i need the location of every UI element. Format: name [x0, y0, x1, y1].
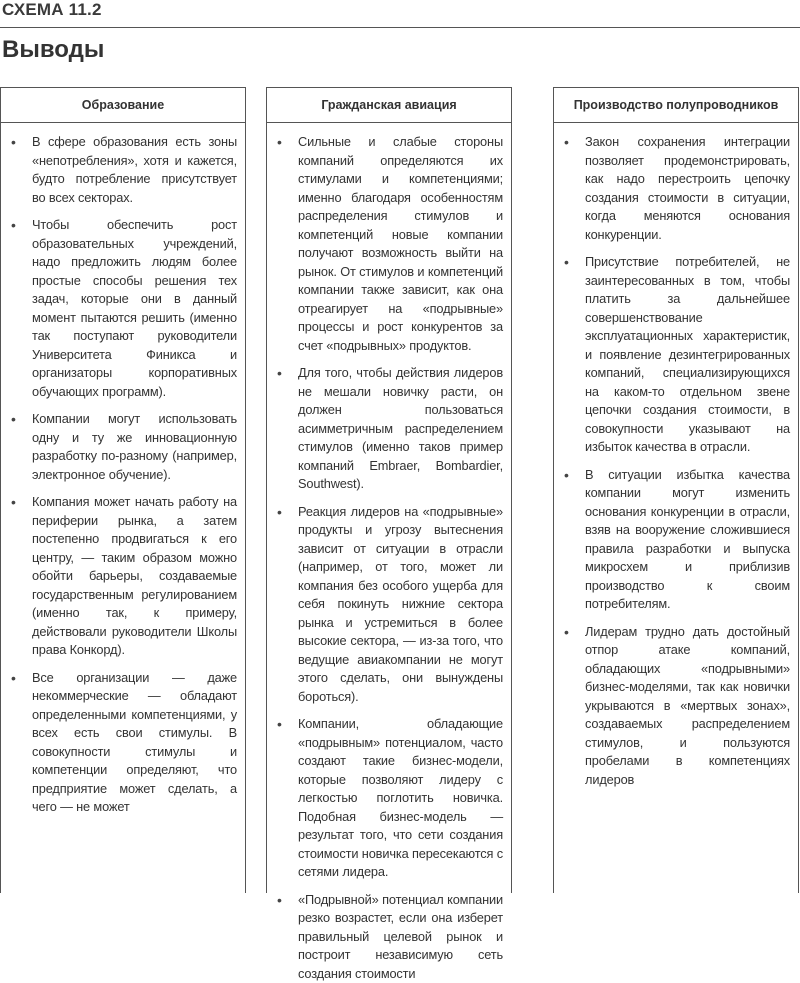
header-divider — [0, 27, 800, 28]
column-header: Производство полупроводников — [554, 88, 798, 123]
list-item-text: Компания может начать работу на периферии рынка, а затем постепенно продвигаться к его центру, — таким образом можно обойти барьеры, создаваемые государственным регулированием (именно так, к примеру, действовали руководители Школы права Конкорд). — [32, 493, 237, 660]
bullet-icon: • — [9, 410, 32, 484]
list-item — [9, 133, 237, 207]
bullet-icon: • — [562, 623, 585, 790]
list-item — [275, 503, 503, 707]
bullet-icon: • — [9, 216, 32, 401]
schema-label: СХЕМА 11.2 — [2, 0, 102, 20]
list-item-text: Компании могут использовать одну и ту же инновационную разработку по-разному (например, электронное обучение). — [32, 410, 237, 484]
list-item — [562, 253, 790, 457]
list-item-text: В ситуации избытка качества компании могут изменить основания конкуренции в отрасли, взяв на вооружение сложившиеся правила разработки и выпуска микросхем и приблизив производство к своим потребителям. — [585, 466, 790, 614]
bullet-icon: • — [562, 466, 585, 614]
list-item — [275, 133, 503, 355]
column-header: Образование — [1, 88, 245, 123]
bullet-icon: • — [9, 493, 32, 660]
column-body — [554, 123, 798, 789]
list-item — [275, 715, 503, 882]
list-item-text: Компании, обладающие «подрывным» потенциалом, часто создают такие бизнес-модели, которые позволяют лидеру с легкостью поглотить новичка. Подобная бизнес-модель — результат того, что сети создания стоимости новичка пересекаются с сетями лидера. — [298, 715, 503, 882]
list-item — [275, 891, 503, 983]
bullet-icon: • — [562, 253, 585, 457]
list-item-text: Лидерам трудно дать достойный отпор атаке компаний, обладающих «подрывными» бизнес-моделями, так как новички укрываются в «мертвых зонах», создаваемых распределением стимулов, и пользуются пробелами в компетенциях лидеров — [585, 623, 790, 790]
list-item-text: В сфере образования есть зоны «непотребления», хотя и кажется, будто потребление присутствует во всех секторах. — [32, 133, 237, 207]
bullet-icon: • — [9, 133, 32, 207]
column-civil-aviation — [266, 87, 512, 893]
list-item-text: Все организации — даже некоммерческие — обладают определенными компетенциями, у всех есть свои стимулы. В совокупности стимулы и компетенции определяют, что предприятие может сделать, а чего — не может — [32, 669, 237, 817]
list-item — [562, 133, 790, 244]
column-semiconductors — [553, 87, 799, 893]
list-item — [562, 466, 790, 614]
list-item-text: Чтобы обеспечить рост образовательных учреждений, надо предложить людям более простые способы решения тех задач, которые они в данный момент пытаются решить (именно так поступают руководители Университета Финикса и организаторы корпоративных обучающих программ). — [32, 216, 237, 401]
list-item — [9, 669, 237, 817]
list-item-text: Присутствие потребителей, не заинтересованных в том, чтобы платить за дальнейшее совершенствование эксплуатационных характеристик, и появление дезинтегрированных компаний, специализирующихся на каком-то отдельном звене цепочки создания стоимости, в совокупности указывают на избыток качества в отрасли. — [585, 253, 790, 457]
column-education — [0, 87, 246, 893]
list-item-text: Для того, чтобы действия лидеров не мешали новичку расти, он должен пользоваться асимметричным распределением стимулов (именно таков пример компаний Embraer, Bombardier, Southwest). — [298, 364, 503, 494]
column-body — [267, 123, 511, 983]
bullet-icon: • — [562, 133, 585, 244]
list-item — [9, 493, 237, 660]
list-item — [275, 364, 503, 494]
column-header: Гражданская авиация — [267, 88, 511, 123]
list-item-text: Сильные и слабые стороны компаний определяются их стимулами и компетенциями; именно благодаря особенностям распределения стимулов и компетенций новые компании получают возможность выйти на рынок. От стимулов и компетенций компании также зависит, как она отреагирует на «подрывные» процессы и рост конкурентов за счет «подрывных» продуктов. — [298, 133, 503, 355]
bullet-icon: • — [275, 891, 298, 983]
list-item — [9, 216, 237, 401]
bullet-icon: • — [9, 669, 32, 817]
page-title: Выводы — [2, 36, 104, 64]
bullet-icon: • — [275, 715, 298, 882]
list-item-text: Реакция лидеров на «подрывные» продукты и угрозу вытеснения зависит от ситуации в отрасли (например, от того, может ли компания без особого ущерба для себя покинуть нижние сектора рынка и устремиться в более высокие сектора, — из-за того, что ведущие авиакомпании не могут этого сделать, они вынуждены бороться). — [298, 503, 503, 707]
list-item-text: «Подрывной» потенциал компании резко возрастет, если она изберет правильный целевой рынок и построит независимую сеть создания стоимости — [298, 891, 503, 983]
bullet-icon: • — [275, 133, 298, 355]
list-item-text: Закон сохранения интеграции позволяет продемонстрировать, как надо перестроить цепочку создания стоимости в ситуации, когда меняются основания конкуренции. — [585, 133, 790, 244]
bullet-icon: • — [275, 503, 298, 707]
list-item — [9, 410, 237, 484]
bullet-icon: • — [275, 364, 298, 494]
list-item — [562, 623, 790, 790]
column-body — [1, 123, 245, 817]
